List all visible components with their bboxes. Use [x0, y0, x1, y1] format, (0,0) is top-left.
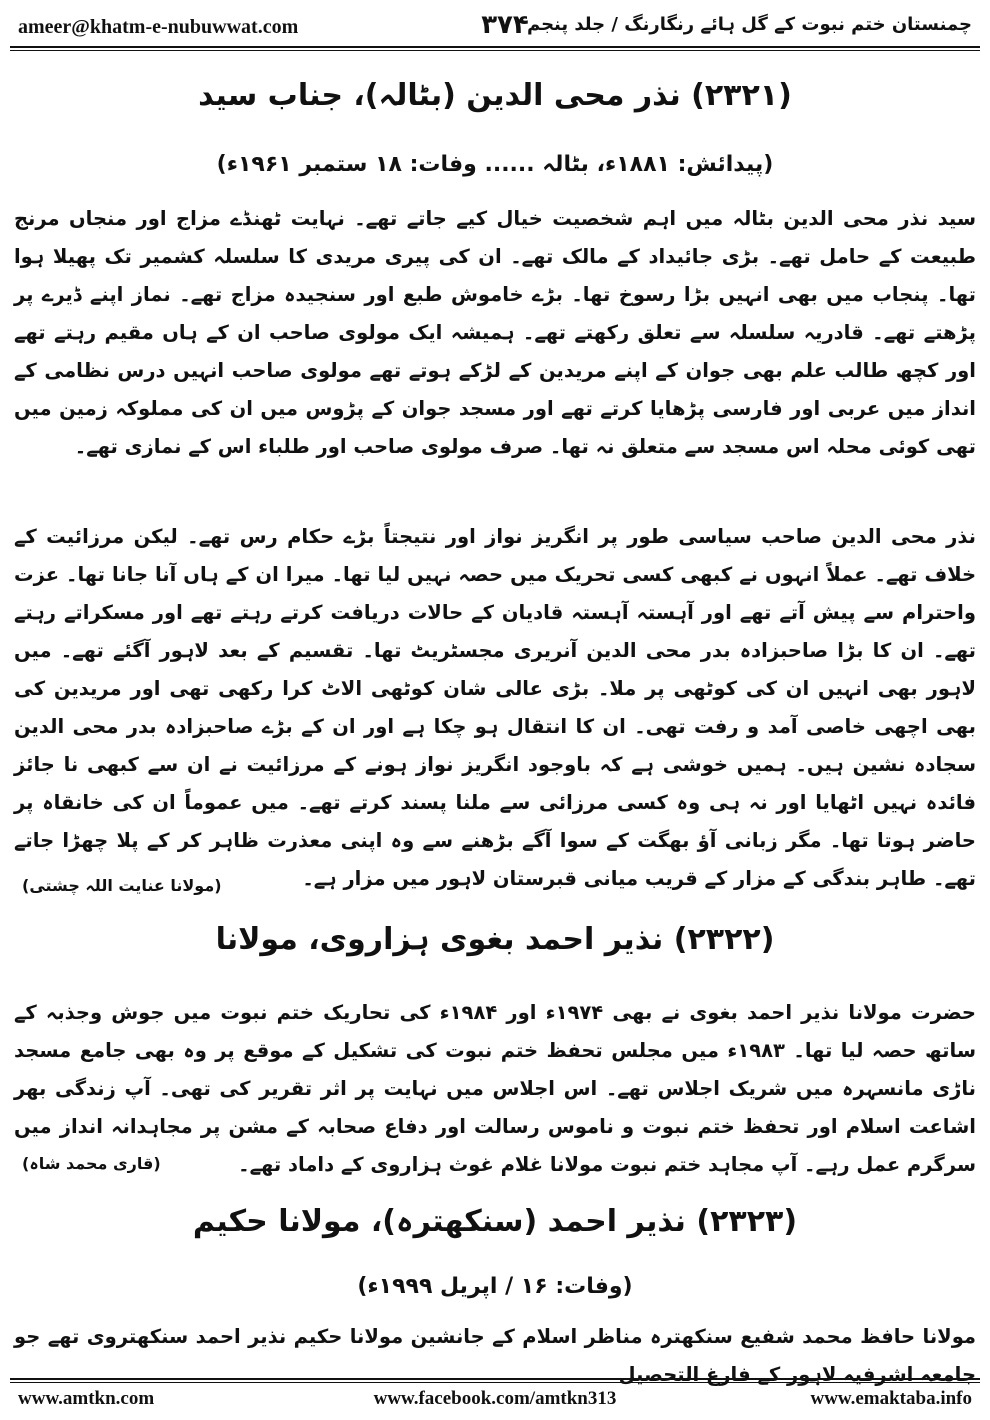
header-email-link[interactable]: ameer@khatm-e-nubuwwat.com [18, 16, 299, 38]
entry-dates: (پیدائش: ۱۸۸۱ء، بٹالہ ...... وفات: ۱۸ ستمبر ۱۹۶۱ء) [216, 152, 774, 177]
footer-link-amtkn[interactable]: www.amtkn.com [18, 1388, 155, 1409]
entry-heading: (۲۳۲۳) نذیر احمد (سنکھترہ)، مولانا حکیم [192, 1204, 798, 1239]
entry-paragraph: حضرت مولانا نذیر احمد بغوی نے بھی ۱۹۷۴ء اور ۱۹۸۴ء کی تحاریک ختم نبوت میں جوش وجذبہ کے ساتھ حصہ لیا تھا۔ ۱۹۸۳ء میں مجلس تحفظ ختم نبوت کی تشکیل کے موقع پر وہ بھی جامع مسجد ناڑی مانسہرہ میں شریک اجلاس تھے۔ اس اجلاس میں نہایت پر اثر تقریر کی تھی۔ آپ زندگی بھر اشاعت اسلام اور تحفظ ختم نبوت و ناموس رسالت اور دفاع صحابہ کے مشن پر مجاہدانہ انداز میں سرگرم عمل رہے۔ آپ مجاہد ختم نبوت مولانا غلام غوث ہزاروی کے داماد تھے۔ [14, 1001, 977, 1176]
entry-heading: (۲۳۲۱) نذر محی الدین (بٹالہ)، جناب سید [198, 78, 792, 113]
entry-heading: (۲۳۲۲) نذیر احمد بغوی ہزاروی، مولانا [215, 922, 775, 957]
entry-paragraph: سید نذر محی الدین بٹالہ میں اہم شخصیت خیال کیے جاتے تھے۔ نہایت ٹھنڈے مزاج اور منجاں مرنج طبیعت کے حامل تھے۔ بڑی جائیداد کے مالک تھے۔ ان کی پیری مریدی کا سلسلہ کشمیر تک پھیلا ہوا تھا۔ پنجاب میں بھی انہیں بڑا رسوخ تھا۔ بڑے خاموش طبع اور سنجیدہ مزاج تھے۔ نماز اپنے ڈیرے پر پڑھتے تھے۔ قادریہ سلسلہ سے تعلق رکھتے تھے۔ ہمیشہ ایک مولوی صاحب ان کے ہاں مقیم رہتے تھے اور کچھ طالب علم بھی جوان کے اپنے مریدین کے لڑکے ہوتے تھے مولوی صاحب انہیں درس نظامی کے انداز میں عربی اور فارسی پڑھایا کرتے تھے اور مسجد جوان کے پڑوس میں ان کی مملوکہ زمین میں تھی کوئی محلہ اس مسجد سے متعلق نہ تھا۔ صرف مولوی صاحب اور طلباء اس کے نمازی تھے۔ [14, 207, 976, 458]
book-title: چمنستان ختم نبوت کے گل ہائے رنگارنگ / جلد پنجم [526, 14, 972, 35]
page-header [10, 10, 980, 44]
entry-dates: (وفات: ۱۶ / اپریل ۱۹۹۹ء) [357, 1274, 633, 1299]
header-divider-thin [10, 50, 980, 51]
header-divider [10, 46, 980, 48]
entry-paragraph: نذر محی الدین صاحب سیاسی طور پر انگریز نواز اور نتیجتاً بڑے حکام رس تھے۔ لیکن مرزائیت کے خلاف تھے۔ عملاً انہوں نے کبھی کسی تحریک میں حصہ نہیں لیا تھا۔ میرا ان کے ہاں آنا جانا تھا۔ عزت واحترام سے پیش آتے تھے اور آہستہ آہستہ قادیان کے حالات دریافت کرتے رہتے تھے اور مسکراتے رہتے تھے۔ ان کا بڑا صاحبزادہ بدر محی الدین آنریری مجسٹریٹ تھا۔ تقسیم کے بعد لاہور آگئے تھے۔ میں لاہور بھی انہیں ان کی کوٹھی پر ملا۔ بڑی عالی شان کوٹھی الاٹ کرا رکھی تھی اور مریدین کی بھی اچھی خاصی آمد و رفت تھی۔ ان کا انتقال ہو چکا ہے اور ان کے بڑے صاحبزادہ بدر محی الدین سجادہ نشین ہیں۔ ہمیں خوشی ہے کہ باوجود انگریز نواز ہونے کے مرزائیت نے ان سے کبھی نا جائز فائدہ نہیں اٹھایا اور نہ ہی وہ کسی مرزائی سے ملنا پسند کرتے تھے۔ میں عموماً ان کی خانقاہ پر حاضر ہوتا تھا۔ مگر زبانی آؤ بھگت کے سوا آگے بڑھنے سے وہ اپنی معذرت ظاہر کر کے پلا چھڑا جاتے تھے۔ طاہر بندگی کے مزار کے قریب میانی قبرستان لاہور میں مزار ہے۔ [14, 525, 976, 890]
entry-credit: (قاری محمد شاہ) [22, 1154, 161, 1173]
footer-link-emaktaba[interactable]: www.emaktaba.info [810, 1388, 972, 1409]
footer-divider-thin [10, 1382, 980, 1383]
footer-link-facebook[interactable]: www.facebook.com/amtkn313 [373, 1388, 617, 1409]
entry-paragraph: مولانا حافظ محمد شفیع سنکھترہ مناظر اسلام کے جانشین مولانا حکیم نذیر احمد سنکھتروی تھے جو جامعہ اشرفیہ لاہور کے فارغ التحصیل [14, 1325, 976, 1386]
page-footer [10, 1386, 980, 1416]
footer-divider [10, 1378, 980, 1380]
page-number: ۳۷۴ [481, 10, 529, 40]
entry-credit: (مولانا عنایت اللہ چشتی) [22, 876, 222, 895]
